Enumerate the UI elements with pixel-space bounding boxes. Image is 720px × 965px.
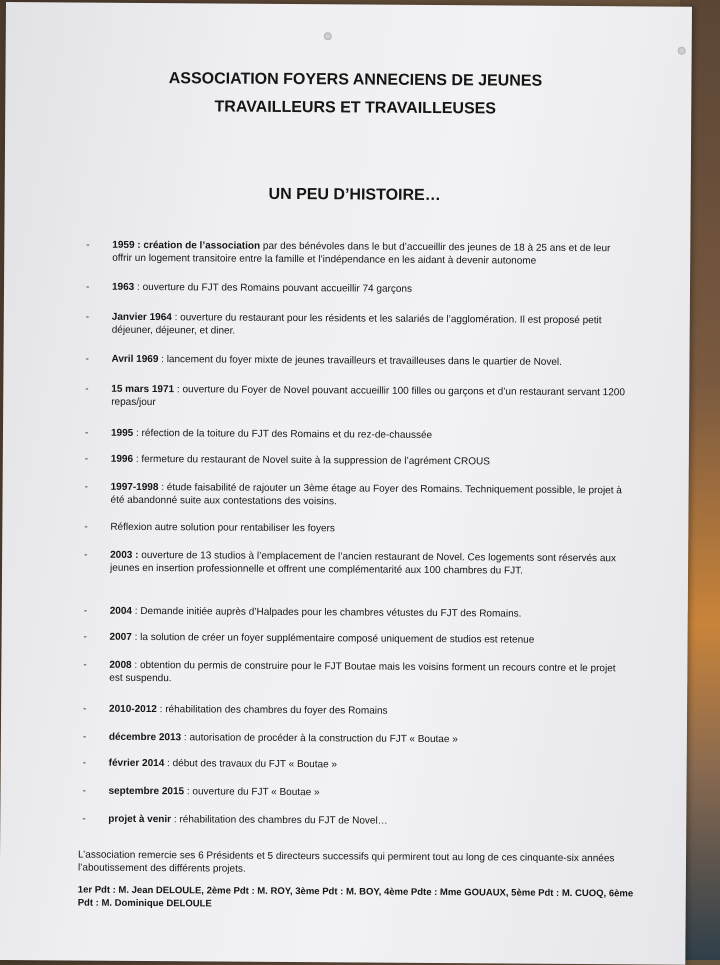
bullet-dash: - bbox=[83, 605, 88, 617]
entry-text bbox=[90, 549, 630, 579]
entry-text bbox=[91, 383, 631, 413]
bullet-dash: - bbox=[84, 549, 88, 561]
bullet-dash: - bbox=[82, 813, 86, 825]
entry-description: : la solution de créer un foyer supplémentaire composé uniquement de studios est retenue bbox=[131, 631, 535, 646]
history-entry bbox=[83, 659, 629, 689]
entry-text bbox=[89, 731, 629, 748]
bullet-dash: - bbox=[84, 521, 88, 533]
entry-description: : début des travaux du FJT « Boutae » bbox=[164, 758, 338, 771]
history-entry bbox=[82, 757, 629, 774]
entry-description: : réfection de la toiture du FJT des Romains et du rez-de-chaussée bbox=[133, 427, 433, 441]
entry-date: Avril 1969 bbox=[111, 353, 159, 366]
entry-description: : ouverture du Foyer de Novel pouvant accueillir 100 filles ou garçons et d’un restaurant servant 1200 repas/jour bbox=[111, 384, 625, 409]
entry-date: 2004 bbox=[109, 605, 133, 617]
entry-date: décembre 2013 bbox=[108, 731, 182, 744]
history-entry bbox=[83, 703, 629, 720]
history-entry bbox=[83, 631, 630, 648]
bullet-dash: - bbox=[86, 239, 90, 251]
pin-mark bbox=[678, 47, 686, 55]
history-entry bbox=[84, 453, 631, 470]
entry-description: : autorisation de procéder à la construction du FJT « Boutae » bbox=[181, 732, 458, 746]
history-entry bbox=[83, 605, 630, 622]
entry-description: : lancement du foyer mixte de jeunes travailleurs et travailleuses dans le quartier de Novel. bbox=[158, 354, 562, 368]
entry-date: 15 mars 1971 bbox=[111, 383, 175, 396]
bullet-dash: - bbox=[84, 481, 88, 493]
history-entry bbox=[86, 239, 632, 269]
entry-description: : ouverture du restaurant pour les résidents et les salariés de l’agglomération. Il est proposé petit déjeuner, déjeuner, et diner. bbox=[111, 312, 602, 337]
bullet-dash: - bbox=[85, 281, 90, 293]
entry-description: : ouverture du FJT des Romains pouvant accueillir 74 garçons bbox=[134, 281, 413, 295]
entry-date: 2007 bbox=[109, 631, 132, 643]
entry-description: par des bénévoles dans le but d’accueillir des jeunes de 18 à 25 ans et de leur offrir un logement transitoire entre la famille et l’indépendance en les aidant à devenir autonome bbox=[112, 240, 611, 267]
entry-description: : réhabilitation des chambres du foyer des Romains bbox=[156, 704, 388, 717]
bullet-dash: - bbox=[85, 383, 89, 395]
bullet-dash: - bbox=[83, 659, 87, 671]
entry-description: : étude faisabilité de rajouter un 3ème étage au Foyer des Romains. Techniquement possible, le projet à été abandonné suite aux contestations des voisins. bbox=[110, 482, 622, 508]
entry-text bbox=[90, 631, 630, 648]
history-entry bbox=[84, 481, 630, 511]
poster-title bbox=[65, 64, 645, 124]
poster-subtitle: UN PEU D’HISTOIRE… bbox=[268, 185, 441, 205]
entry-text bbox=[91, 353, 631, 370]
entry-date: projet à venir bbox=[108, 813, 172, 826]
entry-text bbox=[92, 239, 632, 269]
entry-text bbox=[88, 785, 628, 802]
entry-date: 1963 bbox=[111, 281, 135, 293]
entry-date: 2008 bbox=[109, 659, 132, 671]
entry-description: : ouverture du FJT « Boutae » bbox=[184, 786, 320, 799]
entry-date: septembre 2015 bbox=[108, 785, 185, 798]
history-entry bbox=[82, 813, 628, 830]
entry-date: Janvier 1964 bbox=[111, 311, 172, 324]
history-entry bbox=[82, 785, 628, 802]
entry-date: 1997-1998 bbox=[110, 481, 159, 494]
entry-description: ouverture de 13 studios à l’emplacement de l’ancien restaurant de Novel. Ces logements sont réservés aux jeunes en insertion professionnelle et offrent une complémentarité aux 100 chambres du FJT. bbox=[110, 549, 617, 577]
entry-text bbox=[88, 813, 628, 830]
history-entry bbox=[84, 521, 630, 538]
entry-date: 1995 bbox=[110, 427, 134, 439]
entry-text bbox=[91, 427, 631, 444]
entry-description: : Demande initiée auprès d’Halpades pour les chambres vétustes du FJT des Romains. bbox=[131, 605, 522, 620]
entry-date: février 2014 bbox=[108, 757, 165, 770]
entry-text bbox=[92, 311, 632, 341]
entry-text bbox=[89, 703, 629, 720]
history-entry bbox=[85, 281, 632, 298]
title-line-1: ASSOCIATION FOYERS ANNECIENS DE JEUNES bbox=[168, 70, 543, 90]
bullet-dash: - bbox=[82, 731, 87, 743]
history-entry bbox=[85, 383, 631, 413]
entry-text bbox=[90, 481, 630, 511]
history-entry bbox=[82, 731, 629, 748]
bullet-dash: - bbox=[82, 757, 87, 769]
bullet-dash: - bbox=[82, 785, 86, 797]
entry-text bbox=[90, 605, 630, 622]
history-entry bbox=[85, 311, 632, 341]
entry-text bbox=[91, 453, 631, 470]
entry-date: 2003 : bbox=[110, 549, 139, 561]
title-line-2: TRAVAILLEURS ET TRAVAILLEUSES bbox=[214, 98, 497, 118]
history-entry bbox=[85, 353, 631, 370]
history-entry bbox=[84, 549, 630, 579]
poster-paper bbox=[0, 2, 692, 965]
bullet-dash: - bbox=[83, 631, 87, 643]
entry-date: 1996 bbox=[110, 453, 134, 465]
entry-date: 1959 : création de l’association bbox=[112, 239, 261, 252]
entry-date: 2010-2012 bbox=[109, 703, 157, 716]
entry-text bbox=[92, 281, 632, 298]
bullet-dash: - bbox=[84, 427, 89, 439]
entry-description: Réflexion autre solution pour rentabiliser les foyers bbox=[110, 521, 335, 535]
presidents-list: 1er Pdt : M. Jean DELOULE, 2ème Pdt : M. ROY, 3ème Pdt : M. BOY, 4ème Pdte : Mme GOUAUX, 5ème Pdt : M. CUOQ, 6ème Pdt : M. Dominique DELOULE bbox=[77, 884, 634, 910]
entry-description: : obtention du permis de construire pour le FJT Boutae mais les voisins forment un recours contre et le projet est suspendu. bbox=[109, 659, 616, 685]
entry-text bbox=[89, 757, 629, 774]
bullet-dash: - bbox=[83, 703, 87, 715]
pin-mark bbox=[324, 32, 332, 40]
bullet-dash: - bbox=[85, 353, 89, 365]
entry-text bbox=[89, 659, 629, 689]
bullet-dash: - bbox=[84, 453, 89, 465]
bullet-dash: - bbox=[85, 311, 90, 323]
entry-text bbox=[90, 521, 630, 538]
entry-description: : réhabilitation des chambres du FJT de Novel… bbox=[171, 814, 388, 827]
thanks-paragraph: L’association remercie ses 6 Présidents et 5 directeurs successifs qui permirent tout au long de ces cinquante-six années l’aboutissement des différents projets. bbox=[77, 849, 615, 875]
history-entry bbox=[84, 427, 631, 444]
entry-description: : fermeture du restaurant de Novel suite à la suppression de l’agrément CROUS bbox=[133, 453, 490, 468]
